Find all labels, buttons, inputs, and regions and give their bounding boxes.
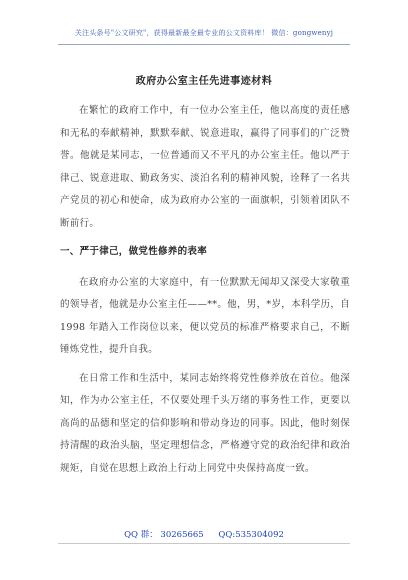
document-title: 政府办公室主任先进事迹材料 [135,76,273,87]
header-banner: 关注头条号"公文研究"，获得最新最全最专业的公文资料库！ 微信：gongwenyj [74,29,334,37]
section-paragraph-2: 在日常工作和生活中，某同志始终将党性修养放在首位。他深知，作为办公室主任，不仅要处理千头万绪的事务性工作，更要以高尚的品德和坚定的信仰影响和带动身边的同事。因此，他时刻保持清醒的政治头脑，坚定理想信念，严格遵守党的政治纪律和政治规矩，自觉在思想上政治上行动上同党中央保持高度一致。 [60,372,350,474]
header-divider [58,44,350,45]
footer-qq-group: QQ 群： 30265665 [124,530,204,540]
footer-contact [0,528,408,540]
section-heading: 一、严于律己，做党性修养的表率 [60,246,208,257]
footer-qq-number: QQ:535304092 [218,530,284,540]
intro-paragraph: 在繁忙的政府工作中，有一位办公室主任，他以高度的责任感和无私的奉献精神，默默奉献、锐意进取，赢得了同事们的广泛赞誉。他就是某同志，一位普通而又不平凡的办公室主任。他以严于律己、锐意进取、勤政务实、淡泊名利的精神风貌，诠释了一名共产党员的初心和使命，成为政府办公室的一面旗帜，引领着团队不断前行。 [60,105,350,229]
footer-divider [58,543,350,544]
document-body [60,100,350,486]
section-paragraph-1: 在政府办公室的大家庭中，有一位默默无闻却又深受大家敬重的领导者，他就是办公室主任——**。他，男，*岁，本科学历，自 1998 年踏入工作岗位以来，便以党员的标准严格要求自己，不断锤炼党性，提升自我。 [60,276,350,355]
